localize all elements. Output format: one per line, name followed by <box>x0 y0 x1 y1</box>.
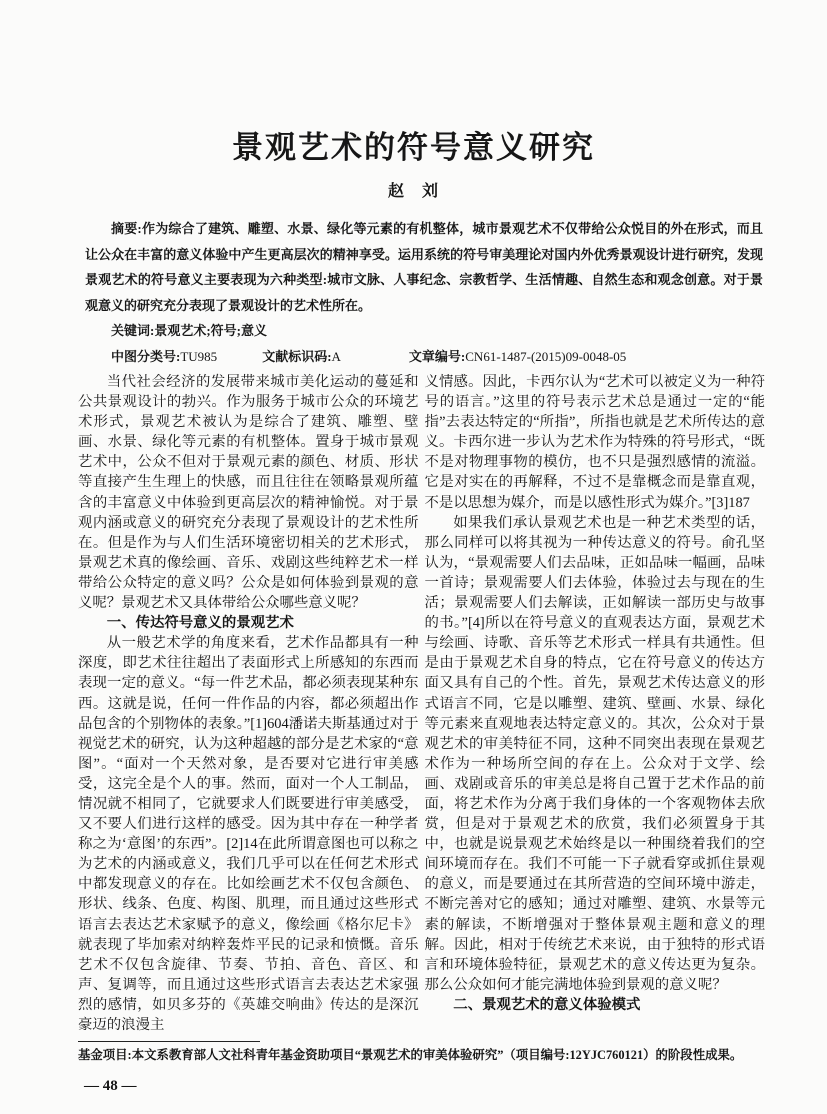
abstract <box>85 216 763 318</box>
article-id-label: 文章编号: <box>408 348 466 364</box>
article-id-item <box>409 349 626 364</box>
paragraph-section1-b: 如果我们承认景观艺术也是一种艺术类型的话，那么同样可以将其视为一种传达意义的符号。俞孔坚认为，“景观需要人们去品味，正如品味一幅画，品味一首诗；景观需要人们去体验，体验过去与现在的生活；景观需要人们去解读，正如解读一部历史与故事的书。”[4]所以在符号意义的直观表达方面，景观艺术与绘画、诗歌、音乐等艺术形式一样具有共通性。但是由于景观艺术自身的特点，它在符号意义的传达方面又具有自己的个性。首先，景观艺术传达意义的形式语言不同，它是以雕塑、建筑、壁画、水景、绿化等元素来直观地表达特定意义的。其次，公众对于景观艺术的审美特征不同，这种不同突出表现在景观艺术作为一种场所空间的存在上。公众对于文学、绘画、戏剧或音乐的审美总是将自己置于艺术作品的前面，将艺术作为分离于我们身体的一个客观物体去欣赏，但是对于景观艺术的欣赏，我们必须置身于其中，也就是说景观艺术始终是以一种围绕着我们的空间环境而存在。我们不可能一下子就看穿或抓住景观的意义，而是要通过在其所营造的空间环境中游走，不断完善对它的感知；通过对雕塑、建筑、水景等元素的解读，不断增强对于整体景观主题和意义的理解。因此，相对于传统艺术来说，由于独特的形式语言和环境体验特征，景观艺术的意义传达更为复杂。那么公众如何才能完满地体验到景观的意义呢？ <box>424 514 765 993</box>
section-heading-2: 二、景观艺术的意义体验模式 <box>453 996 641 1013</box>
footnote-separator <box>78 1041 260 1042</box>
paper-title: 景观艺术的符号意义研究 <box>232 130 595 165</box>
paragraph-section1: 从一般艺术学的角度来看，艺术作品都具有一种深度，即艺术往往超出了表面形式上所感知的东西而表现一定的意义。“每一件艺术品，都必须表现某种东西。这就是说，任何一件作品的内容，都必须超出作品包含的个别物体的表象。”[1]604潘诺夫斯基通过对于视觉艺术的研究，认为这种超越的部分是艺术家的“意图”。“面对一个天然对象，是否要对它进行审美感受，这完全是个人的事。然而，面对一个人工制品，情况就不相同了，它就要求人们既要进行审美感受，又不要人们进行这样的感受。因为其中存在一种学者称之为‘意图’的东西”。[2]14在此所谓意图也可以称之为艺术的内涵或意义，我们几乎可以在任何艺术形式中都发现意义的存在。比如绘画艺术不仅包含颜色、形状、线条、色度、构图、肌理，而且通过这些形式语言去表达艺术家赋予的意义，像绘画《格尔尼卡》就表现了毕加索对纳粹轰炸平民的记录和愤慨。音乐艺术不仅包含旋律、节奏、节拍、音色、音区、和声、复调等，而且通过这些形式语言去表达艺术家强烈的感情，如贝多芬的《英雄交响曲》传达的是深沉豪迈的浪漫主 <box>78 635 419 1033</box>
right-column <box>425 372 766 1035</box>
author-name: 赵 刘 <box>387 183 439 200</box>
paragraph-intro: 当代社会经济的发展带来城市美化运动的蔓延和公共景观设计的勃兴。作为服务于城市公众的环境艺术形式，景观艺术被认为是综合了建筑、雕塑、壁画、水景、绿化等元素的有机整体。置身于城市景观艺术中，公众不但对于景观元素的颜色、材质、形状等直接产生生理上的快感，而且往往在领略景观所蕴含的丰富意义中体验到更高层次的精神愉悦。对于景观内涵或意义的研究充分表现了景观设计的艺术性所在。但是作为与人们生活环境密切相关的艺术形式，景观艺术真的像绘画、音乐、戏剧这些纯粹艺术一样带给公众特定的意义吗？公众是如何体验到景观的意义呢？景观艺术又具体带给公众哪些意义呢？ <box>78 374 419 612</box>
doc-code-value: A <box>331 348 341 364</box>
abstract-label: 摘要: <box>111 221 142 236</box>
page-number: — 48 — <box>84 1078 137 1095</box>
clc-item <box>111 349 217 364</box>
article-body <box>78 372 765 1035</box>
front-matter <box>85 216 763 369</box>
doc-code-label: 文献标识码: <box>262 348 332 364</box>
fund-project-note: 基金项目:本文系教育部人文社科青年基金资助项目“景观艺术的审美体验研究”（项目编号:12YJC760121）的阶段性成果。 <box>78 1048 743 1063</box>
article-id-value: CN61-1487-(2015)09-0048-05 <box>465 348 627 364</box>
doc-code-item <box>262 349 341 364</box>
classification-line <box>85 344 763 370</box>
keywords-line <box>85 318 763 344</box>
keywords-text: 景观艺术;符号;意义 <box>154 323 268 338</box>
clc-value: TU985 <box>180 348 218 364</box>
paragraph-section1-continued: 义情感。因此，卡西尔认为“艺术可以被定义为一种符号的语言。”这里的符号表示艺术总是通过一定的“能指”去表达特定的“所指”，所指也就是艺术所传达的意义。卡西尔进一步认为艺术作为特殊的符号形式，“既不是对物理事物的模仿，也不只是强烈感情的流溢。它是对实在的再解释，不过不是靠概念而是靠直观，不是以思想为媒介，而是以感性形式为媒介。”[3]187 <box>424 374 765 511</box>
abstract-text: 作为综合了建筑、雕塑、水景、绿化等元素的有机整体，城市景观艺术不仅带给公众悦目的外在形式，而且让公众在丰富的意义体验中产生更高层次的精神享受。运用系统的符号审美理论对国内外优秀景观设计进行研究，发现景观艺术的符号意义主要表现为六种类型:城市文脉、人事纪念、宗教哲学、生活情趣、自然生态和观念创意。对于景观意义的研究充分表现了景观设计的艺术性所在。 <box>85 221 763 313</box>
keywords-label: 关键词: <box>111 323 155 338</box>
section-heading-1: 一、传达符号意义的景观艺术 <box>106 615 294 632</box>
clc-label: 中图分类号: <box>111 348 181 364</box>
left-column <box>78 372 419 1035</box>
